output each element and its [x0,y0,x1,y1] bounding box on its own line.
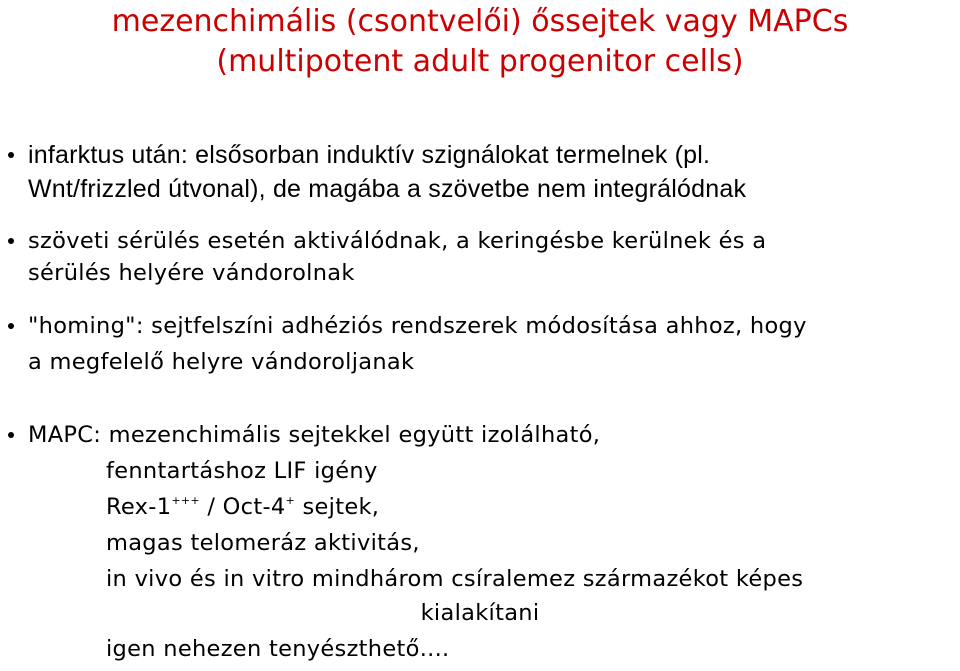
bullet-marker-2 [8,238,14,244]
bullet-3-line-2: a megfelelő helyre vándoroljanak [28,349,415,375]
germ-layer-line: in vivo és in vitro mindhárom csíralemez származékot képes [106,566,804,592]
bullet-marker-4 [8,432,14,438]
culture-difficulty-line: igen nehezen tenyészthető.... [106,636,450,662]
bullet-1-line-2: Wnt/frizzled útvonal), de magába a szövetbe nem integrálódnak [28,175,747,203]
bullet-4-line-1: MAPC: mezenchimális sejtekkel együtt izolálható, [28,422,601,448]
rex-superscript: +++ [171,494,200,507]
rex-label: Rex-1 [106,494,172,520]
germ-layer-line-continued: kialakítani [420,600,540,626]
cells-label: sejtek, [295,494,380,520]
rex-oct-line [106,490,379,524]
bullet-4-line-2: fenntartáshoz LIF igény [106,458,378,484]
telomerase-line: magas telomeráz aktivitás, [106,530,420,556]
bullet-3-line-1: "homing": sejtfelszíni adhéziós rendszerek módosítása ahhoz, hogy [28,313,807,339]
oct-superscript: + [285,494,296,507]
bullet-2-line-1: szöveti sérülés esetén aktiválódnak, a keringésbe kerülnek és a [28,228,767,254]
bullet-1-line-1: infarktus után: elsősorban induktív szignálokat termelnek (pl. [28,141,711,169]
bullet-2-line-2: sérülés helyére vándorolnak [28,260,355,286]
bullet-marker-1 [8,152,14,158]
slide-title-line-2: (multipotent adult progenitor cells) [216,44,744,79]
slide-title-line-1: mezenchimális (csontvelői) őssejtek vagy MAPCs [111,4,849,39]
bullet-marker-3 [8,323,14,329]
oct-label: / Oct-4 [199,494,286,520]
